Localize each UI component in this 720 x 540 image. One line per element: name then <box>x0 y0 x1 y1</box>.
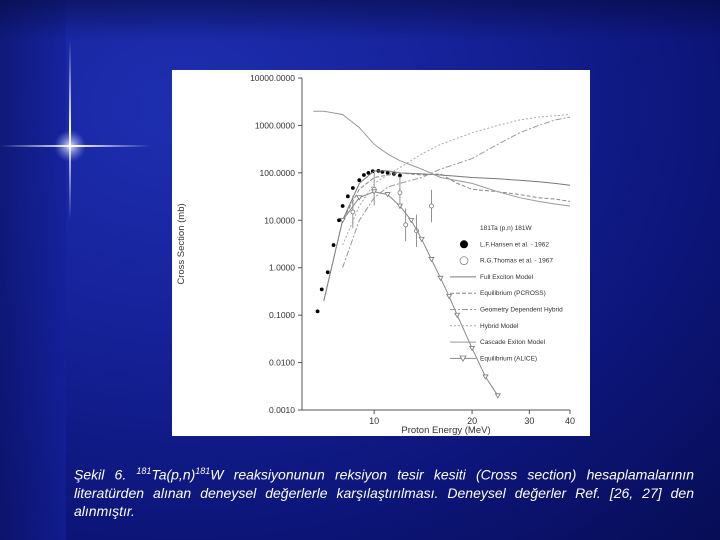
x-tick-label: 20 <box>467 416 478 426</box>
data-point-l-f-hansen-et-al-1962 <box>346 194 350 198</box>
sparkle-decoration <box>0 0 160 220</box>
series-line-full-exciton-model <box>324 171 570 301</box>
data-point-l-f-hansen-et-al-1962 <box>351 186 355 190</box>
x-tick-label: 30 <box>524 416 535 426</box>
y-tick-label: 10000.0000 <box>250 73 295 83</box>
data-point-l-f-hansen-et-al-1962 <box>341 204 345 208</box>
y-axis-label: Cross Section (mb) <box>176 203 187 285</box>
x-tick-label: 10 <box>369 416 380 426</box>
y-tick-label: 1.0000 <box>269 262 295 273</box>
series-marker-equilibrium-alice <box>419 237 424 241</box>
caption-reaction: Ta(p,n) <box>151 466 196 483</box>
data-point-l-f-hansen-et-al-1962 <box>332 243 336 247</box>
legend-entry-label: Hybrid Model <box>480 322 519 330</box>
legend-entry-label: Geometry Dependent Hybrid <box>480 306 563 314</box>
series-line-hybrid-model <box>343 115 570 249</box>
y-tick-label: 0.0010 <box>269 405 295 415</box>
legend-title: 181Ta (p,n) 181W <box>480 225 532 232</box>
data-point-l-f-hansen-et-al-1962 <box>357 178 361 182</box>
data-point-r-g-thomas-et-al-1967 <box>398 191 402 195</box>
x-axis-label: Proton Energy (MeV) <box>401 425 491 436</box>
y-tick-label: 0.1000 <box>269 310 295 321</box>
y-tick-label: 100.0000 <box>259 167 295 178</box>
series-marker-equilibrium-alice <box>409 218 414 222</box>
chart-figure <box>172 70 590 436</box>
data-point-l-f-hansen-et-al-1962 <box>320 287 324 291</box>
legend-entry-label: Equilibrium (ALICE) <box>480 355 538 363</box>
data-point-r-g-thomas-et-al-1967 <box>404 223 408 227</box>
caption-mass1: 181 <box>136 466 152 476</box>
chart-svg <box>172 70 590 436</box>
x-tick-label: 40 <box>564 416 576 426</box>
legend-entry-label: R.G.Thomas et al. - 1967 <box>480 257 553 265</box>
legend-entry-label: Full Exciton Model <box>480 273 534 281</box>
data-point-r-g-thomas-et-al-1967 <box>351 210 355 214</box>
caption-text: W reaksiyonunun reksiyon tesir kesiti (Cross section) hesaplamalarının literatürden alınan deneysel değerlerle karşılaştırılması. Deneysel değerler Ref. [26, 27] den alınmıştır. <box>74 466 694 519</box>
y-tick-label: 1000.0000 <box>254 120 295 131</box>
series-marker-equilibrium-alice <box>495 394 500 398</box>
data-point-l-f-hansen-et-al-1962 <box>316 309 320 313</box>
series-marker-equilibrium-alice <box>483 375 488 379</box>
series-line-cascade-exiton-model <box>313 111 570 206</box>
series-line-equilibrium-pcross <box>324 173 570 301</box>
legend-entry-label: L.F.Hansen et al. - 1962 <box>480 241 550 249</box>
legend-entry-label: Cascade Exiton Model <box>480 339 546 347</box>
series-marker-equilibrium-alice <box>470 346 475 350</box>
y-tick-label: 0.0100 <box>269 357 295 368</box>
series-marker-equilibrium-alice <box>455 313 460 317</box>
data-point-l-f-hansen-et-al-1962 <box>326 270 330 274</box>
legend-swatch <box>460 257 468 265</box>
y-tick-label: 10.0000 <box>264 215 295 226</box>
caption-prefix: Şekil 6. <box>74 466 137 483</box>
data-point-l-f-hansen-et-al-1962 <box>362 173 366 177</box>
series-marker-equilibrium-alice <box>429 257 434 261</box>
series-marker-equilibrium-alice <box>447 294 452 298</box>
series-marker-equilibrium-alice <box>438 276 443 280</box>
figure-caption <box>74 462 694 520</box>
legend-entry-label: Equilibrium (PCROSS) <box>480 290 546 298</box>
series-marker-equilibrium-alice <box>340 218 345 222</box>
data-point-r-g-thomas-et-al-1967 <box>429 204 433 208</box>
series-line-equilibrium-alice <box>343 192 498 396</box>
caption-mass2: 181 <box>195 466 211 476</box>
legend-swatch <box>460 240 468 248</box>
